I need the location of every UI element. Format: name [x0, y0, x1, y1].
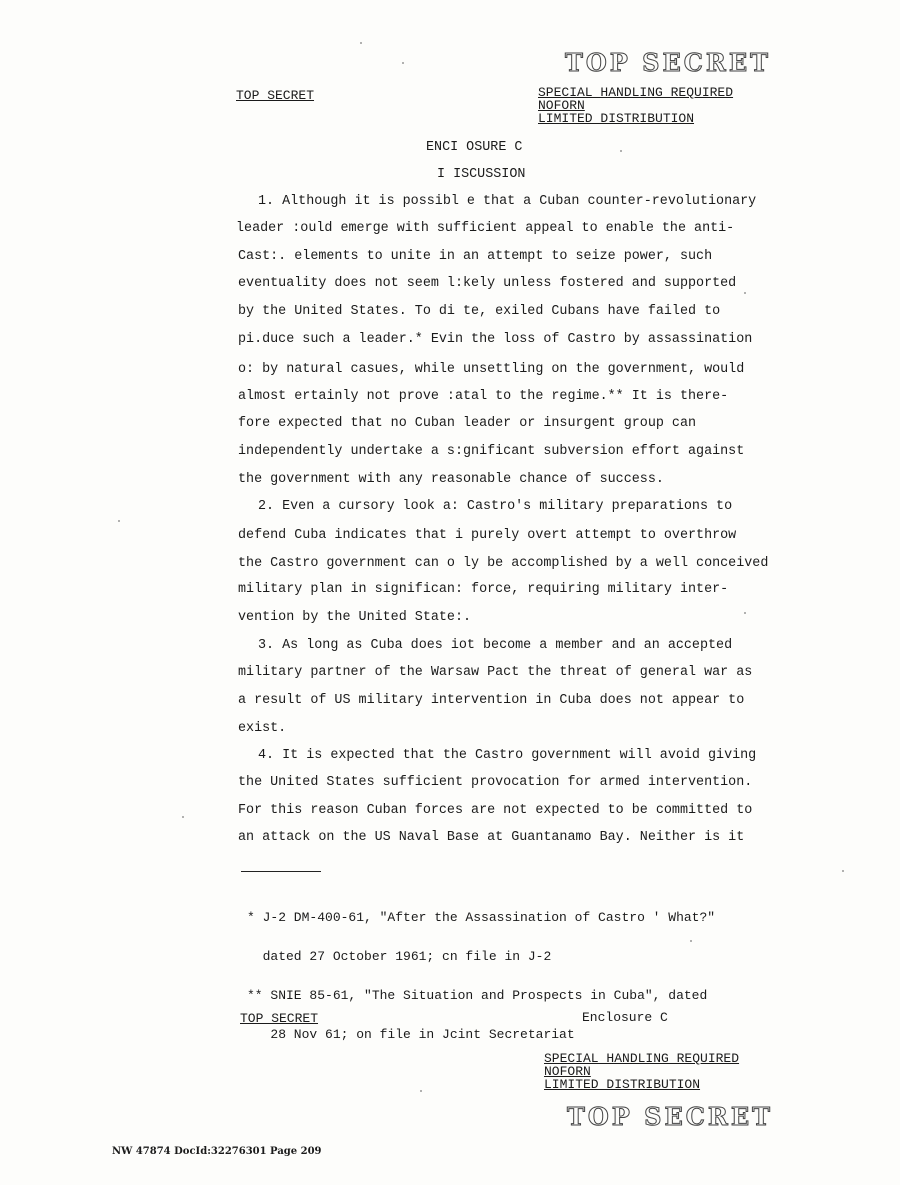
document-id: NW 47874 DocId:32276301 Page 209 [112, 1146, 322, 1157]
handling-block-bottom [544, 1052, 739, 1091]
scan-speck [420, 1090, 422, 1092]
top-secret-stamp-top: TOP SECRET [565, 48, 771, 77]
body-line: an attack on the US Naval Base at Guantanamo Bay. Neither is it [238, 830, 745, 845]
body-line: Cast:. elements to unite in an attempt to seize power, such [238, 249, 713, 264]
enclosure-title: ENCI OSURE C [426, 140, 523, 155]
scan-speck [620, 150, 622, 152]
handling-line-3: LIMITED DISTRIBUTION [544, 1077, 701, 1092]
handling-line-3: LIMITED DISTRIBUTION [538, 111, 695, 126]
body-line: o: by natural casues, while unsettling on the government, would [238, 362, 745, 377]
footnote-line-4: 28 Nov 61; on file in Jcint Secretariat [247, 1027, 575, 1042]
body-line: eventuality does not seem l:kely unless fostered and supported [238, 276, 737, 291]
top-secret-stamp-bottom: TOP SECRET [567, 1102, 773, 1131]
body-line: pi.duce such a leader.* Evin the loss of Castro by assassination [238, 332, 753, 347]
classification-header-left: TOP SECRET [236, 88, 315, 103]
body-line: a result of US military intervention in Cuba does not appear to [238, 693, 745, 708]
enclosure-label: Enclosure C [582, 1010, 668, 1025]
scan-speck [690, 940, 692, 942]
scan-speck [744, 612, 746, 614]
footnote-line-1: * J-2 DM-400-61, "After the Assassination of Castro ' What?" [247, 910, 716, 925]
body-line: the Castro government can o ly be accomplished by a well conceived [238, 556, 769, 571]
handling-line-2: NOFORN [544, 1064, 591, 1079]
handling-line-1: SPECIAL HANDLING REQUIRED [544, 1051, 740, 1066]
body-line: leader :ould emerge with sufficient appeal to enable the anti- [236, 221, 735, 236]
scan-speck [182, 816, 184, 818]
scan-speck [118, 520, 120, 522]
body-line: 1. Although it is possibl e that a Cuban counter-revolutionary [258, 194, 757, 209]
body-line: the United States sufficient provocation for armed intervention. [238, 775, 753, 790]
body-line: fore expected that no Cuban leader or insurgent group can [238, 416, 697, 431]
handling-line-1: SPECIAL HANDLING REQUIRED [538, 85, 734, 100]
footnotes [247, 885, 715, 1067]
body-line: 2. Even a cursory look a: Castro's military preparations to [258, 499, 733, 514]
body-line: the government with any reasonable chance of success. [238, 472, 664, 487]
handling-block-top [538, 86, 733, 125]
scan-speck [360, 42, 362, 44]
scan-speck [744, 292, 746, 294]
body-line: defend Cuba indicates that i purely overt attempt to overthrow [238, 528, 737, 543]
body-line: 4. It is expected that the Castro government will avoid giving [258, 748, 757, 763]
body-line: 3. As long as Cuba does iot become a member and an accepted [258, 638, 733, 653]
body-line: military plan in significan: force, requiring military inter- [238, 582, 729, 597]
handling-line-2: NOFORN [538, 98, 585, 113]
footnote-line-3: ** SNIE 85-61, "The Situation and Prospects in Cuba", dated [247, 988, 708, 1003]
scan-speck [402, 62, 404, 64]
classification-footer-left: TOP SECRET [240, 1011, 319, 1026]
body-line: almost ertainly not prove :atal to the regime.** It is there- [238, 389, 729, 404]
footnote-rule [241, 871, 321, 872]
body-line: independently undertake a s:gnificant subversion effort against [238, 444, 745, 459]
body-line: For this reason Cuban forces are not expected to be committed to [238, 803, 753, 818]
discussion-title: I ISCUSSION [437, 167, 526, 182]
body-line: exist. [238, 721, 287, 736]
body-line: military partner of the Warsaw Pact the threat of general war as [238, 665, 753, 680]
body-line: vention by the United State:. [238, 610, 472, 625]
body-line: by the United States. To di te, exiled Cubans have failed to [238, 304, 721, 319]
footnote-line-2: dated 27 October 1961; cn file in J-2 [247, 949, 552, 964]
scan-speck [842, 870, 844, 872]
